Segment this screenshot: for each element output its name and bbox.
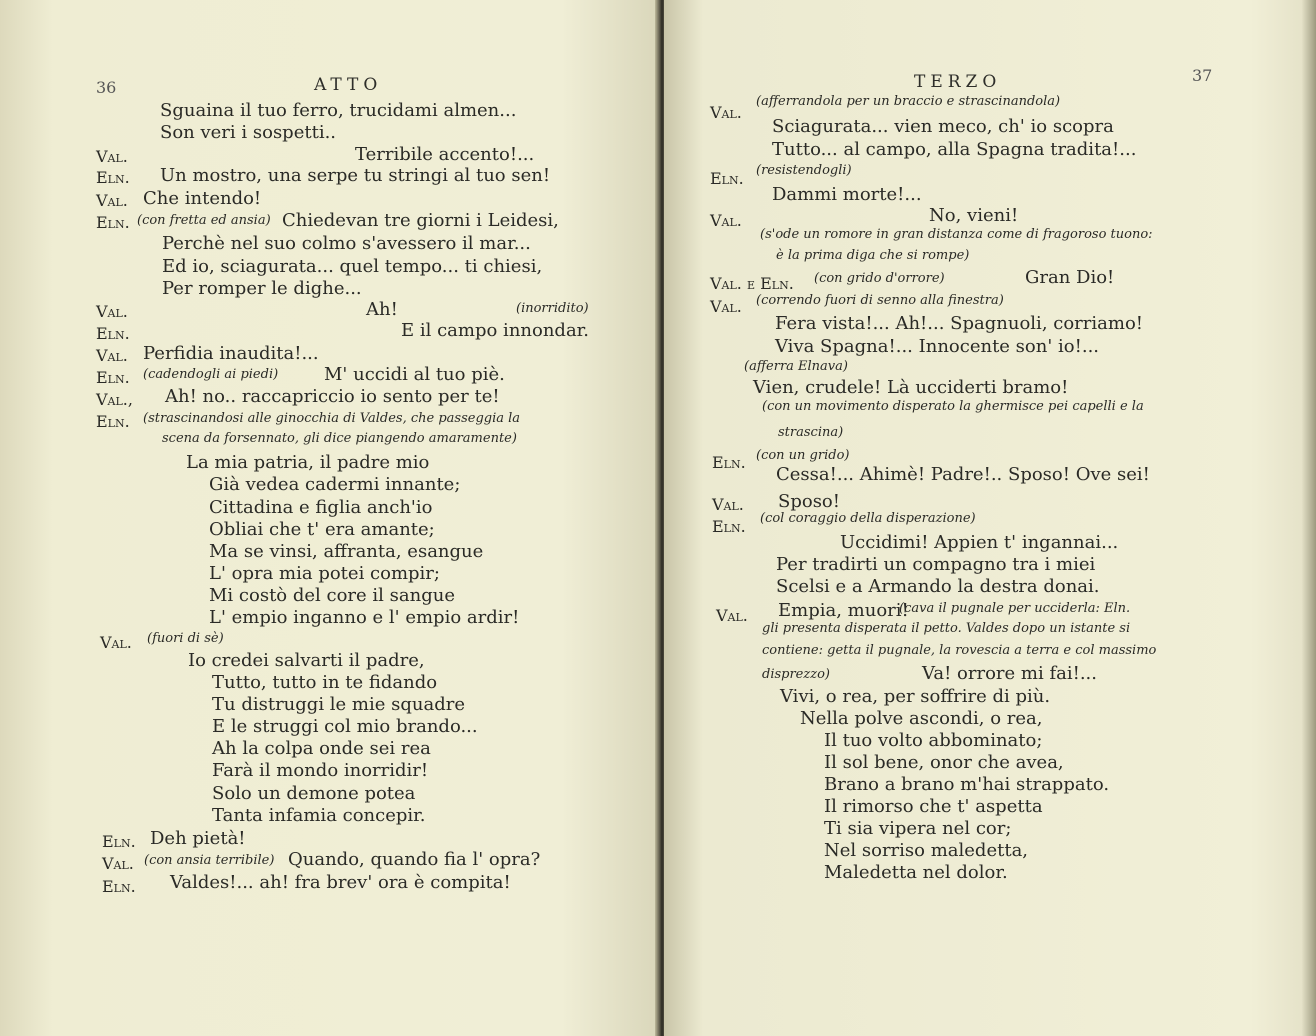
stage-direction: (cadendogli ai piedi) [143, 367, 279, 382]
stage-direction: (correndo fuori di senno alla finestra) [756, 293, 1004, 308]
stage-direction: (afferra Elnava) [744, 359, 848, 374]
speaker-label: Eln. [102, 832, 136, 851]
verse-line: Nel sorriso maledetta, [824, 840, 1029, 861]
stage-direction: (col coraggio della disperazione) [760, 511, 976, 526]
stage-direction: strascina) [778, 425, 844, 440]
speaker-label: Val., [96, 390, 133, 409]
verse-line: Già vedea cadermi innante; [209, 474, 461, 495]
verse-line: Maledetta nel dolor. [824, 862, 1008, 883]
verse-line: Nella polve ascondi, o rea, [800, 708, 1043, 729]
speaker-label: Eln. [96, 213, 130, 232]
speaker-label: Val. [96, 302, 128, 321]
verse-line: Tu distruggi le mie squadre [212, 694, 465, 715]
verse-line: Tutto... al campo, alla Spagna tradita!... [772, 139, 1137, 160]
verse-line: Tanta infamia concepir. [212, 805, 426, 826]
speaker-label: Val. [102, 854, 134, 873]
stage-direction: scena da forsennato, gli dice piangendo amaramente) [162, 431, 517, 446]
speaker-label: Eln. [96, 412, 130, 431]
stage-direction: (con fretta ed ansia) [137, 213, 271, 228]
verse-line: Mi costò del core il sangue [209, 585, 455, 606]
stage-direction: contiene: getta il pugnale, la rovescia a terra e col massimo [762, 643, 1157, 658]
stage-direction: (s'ode un romore in gran distanza come di fragoroso tuono: [760, 227, 1153, 242]
verse-line: Uccidimi! Appien t' ingannai... [840, 532, 1119, 553]
stage-direction: (con ansia terribile) [144, 853, 275, 868]
stage-direction: è la prima diga che si rompe) [776, 248, 970, 263]
verse-line: Ah la colpa onde sei rea [212, 738, 431, 759]
verse-line: Terribile accento!... [355, 144, 535, 165]
verse-line: Empia, muori! [778, 600, 909, 621]
verse-line: Quando, quando fia l' opra? [288, 849, 541, 870]
stage-direction: (resistendogli) [756, 163, 852, 178]
verse-line: L' empio inganno e l' empio ardir! [209, 607, 520, 628]
speaker-label: Val. e Eln. [710, 274, 794, 293]
book-edge [1302, 0, 1316, 1036]
verse-line: Scelsi e a Armando la destra donai. [776, 576, 1100, 597]
stage-direction: (strascinandosi alle ginocchia di Valdes, che passeggia la [143, 411, 521, 426]
verse-line: Ah! no.. raccapriccio io sento per te! [165, 386, 500, 407]
verse-line: Cessa!... Ahimè! Padre!.. Sposo! Ove sei! [776, 464, 1150, 485]
stage-direction: (fuori di sè) [147, 631, 224, 646]
speaker-label: Eln. [96, 368, 130, 387]
stage-direction: disprezzo) [762, 667, 830, 682]
verse-line: Per romper le dighe... [162, 278, 362, 299]
speaker-label: Val. [96, 147, 128, 166]
verse-line: Sguaina il tuo ferro, trucidami almen... [160, 100, 517, 121]
speaker-label: Eln. [96, 168, 130, 187]
verse-line: Vien, crudele! Là ucciderti bramo! [753, 377, 1069, 398]
verse-line: Farà il mondo inorridir! [212, 760, 429, 781]
verse-line: No, vieni! [929, 205, 1019, 226]
verse-line: Son veri i sospetti.. [160, 122, 337, 143]
verse-line: Ma se vinsi, affranta, esangue [209, 541, 484, 562]
page-number: 36 [96, 78, 117, 97]
speaker-label: Eln. [102, 877, 136, 896]
stage-direction: gli presenta disperata il petto. Valdes dopo un istante si [762, 621, 1131, 636]
verse-line: E il campo innondar. [401, 320, 590, 341]
stage-direction: (afferrandola per un braccio e strascinandola) [756, 94, 1061, 109]
verse-line: Ti sia vipera nel cor; [824, 818, 1012, 839]
verse-line: Tutto, tutto in te fidando [212, 672, 438, 693]
verse-line: Io credei salvarti il padre, [188, 650, 425, 671]
verse-line: Obliai che t' era amante; [209, 519, 435, 540]
running-head: ATTO [314, 75, 383, 95]
speaker-label: Val. [710, 297, 742, 316]
speaker-label: Val. [716, 606, 748, 625]
verse-line: Solo un demone potea [212, 783, 416, 804]
verse-line: Viva Spagna!... Innocente son' io!... [775, 336, 1100, 357]
speaker-label: Eln. [712, 453, 746, 472]
verse-line: Va! orrore mi fai!... [922, 663, 1097, 684]
verse-line: Un mostro, una serpe tu stringi al tuo sen! [160, 165, 551, 186]
speaker-label: Eln. [96, 324, 130, 343]
verse-line: Cittadina e figlia anch'io [209, 497, 433, 518]
verse-line: Sciagurata... vien meco, ch' io scopra [772, 116, 1114, 137]
speaker-label: Val. [96, 191, 128, 210]
verse-line: Il tuo volto abbominato; [824, 730, 1043, 751]
page-number: 37 [1192, 66, 1213, 85]
verse-line: Chiedevan tre giorni i Leidesi, [282, 210, 559, 231]
verse-line: Ah! [366, 299, 398, 320]
speaker-label: Val. [100, 633, 132, 652]
verse-line: Il sol bene, onor che avea, [824, 752, 1064, 773]
speaker-label: Val. [96, 346, 128, 365]
running-head: TERZO [914, 72, 1002, 92]
speaker-label: Val. [710, 103, 742, 122]
stage-direction: (con un movimento disperato la ghermisce pei capelli e la [762, 399, 1144, 414]
speaker-label: Val. [712, 495, 744, 514]
verse-line: Vivi, o rea, per soffrire di più. [780, 686, 1051, 707]
stage-direction: (inorridito) [516, 301, 589, 316]
speaker-label: Eln. [712, 517, 746, 536]
verse-line: Sposo! [778, 491, 840, 512]
verse-line: M' uccidi al tuo piè. [324, 364, 505, 385]
verse-line: Fera vista!... Ah!... Spagnuoli, corriamo! [775, 313, 1144, 334]
stage-direction: (con grido d'orrore) [814, 271, 945, 286]
verse-line: Il rimorso che t' aspetta [824, 796, 1043, 817]
right-page [664, 0, 1316, 1036]
speaker-label: Eln. [710, 169, 744, 188]
verse-line: La mia patria, il padre mio [186, 452, 430, 473]
speaker-label: Val. [710, 211, 742, 230]
verse-line: Che intendo! [143, 188, 262, 209]
verse-line: Perfidia inaudita!... [143, 343, 319, 364]
verse-line: L' opra mia potei compir; [209, 563, 440, 584]
verse-line: Valdes!... ah! fra brev' ora è compita! [170, 872, 511, 893]
verse-line: Ed io, sciagurata... quel tempo... ti chiesi, [162, 256, 543, 277]
verse-line: Perchè nel suo colmo s'avessero il mar... [162, 233, 531, 254]
stage-direction: (cava il pugnale per ucciderla: Eln. [899, 601, 1131, 616]
verse-line: Gran Dio! [1025, 267, 1115, 288]
stage-direction: (con un grido) [756, 448, 850, 463]
verse-line: Brano a brano m'hai strappato. [824, 774, 1110, 795]
verse-line: Deh pietà! [150, 828, 246, 849]
verse-line: Per tradirti un compagno tra i miei [776, 554, 1096, 575]
verse-line: E le struggi col mio brando... [212, 716, 478, 737]
verse-line: Dammi morte!... [772, 184, 922, 205]
